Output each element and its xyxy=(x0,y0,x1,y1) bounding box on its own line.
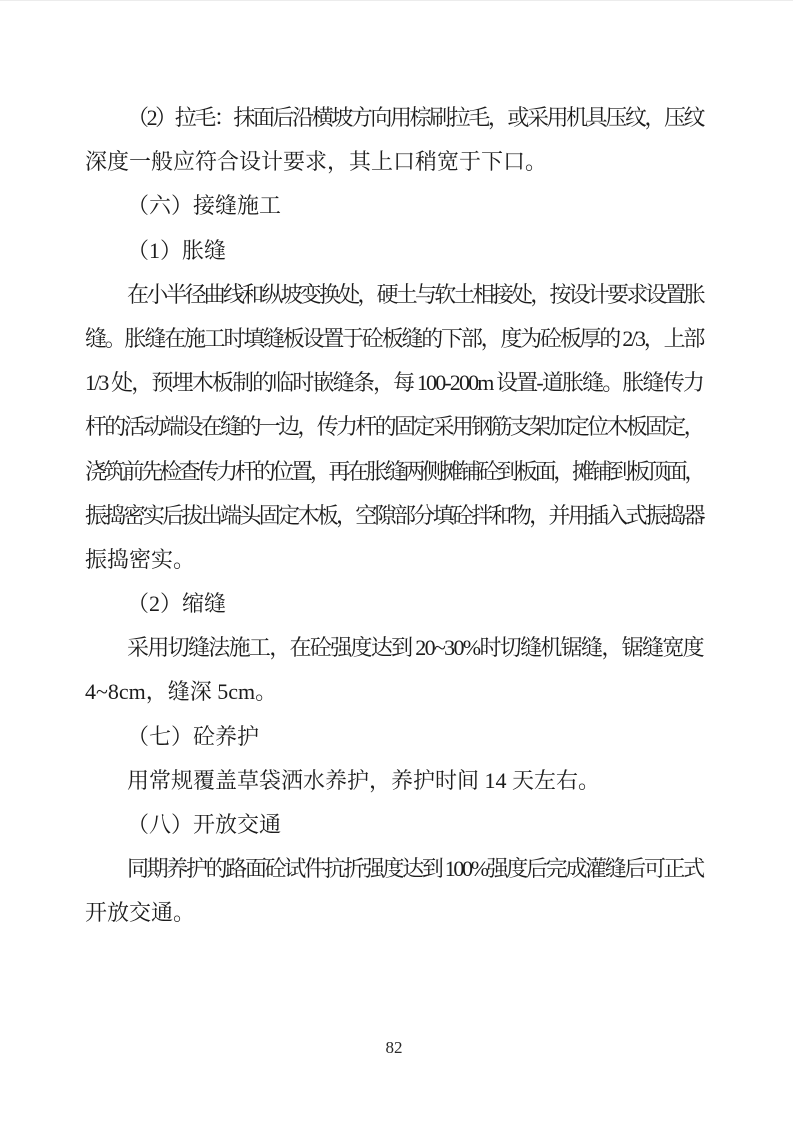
text-line-content: （2）缩缝 xyxy=(127,591,227,617)
text-line-content: （七）砼养护 xyxy=(127,723,260,749)
text-line xyxy=(85,405,703,449)
text-line xyxy=(85,759,703,803)
text-line xyxy=(85,891,703,935)
section-heading xyxy=(85,582,703,626)
page-number: 82 xyxy=(385,1038,403,1057)
text-line xyxy=(85,450,703,494)
text-line-content: 4~8cm，缝深 5cm。 xyxy=(85,679,278,705)
section-heading xyxy=(85,184,703,228)
text-line xyxy=(85,96,703,140)
section-heading xyxy=(85,229,703,273)
text-line xyxy=(85,670,703,714)
text-line-content: 在小半径曲线和纵坡变换处，硬土与软土相接处，按设计要求设置胀 xyxy=(127,281,704,307)
text-line xyxy=(85,494,703,538)
text-line-content: 用常规覆盖草袋洒水养护，养护时间 14 天左右。 xyxy=(127,767,601,793)
text-line xyxy=(85,273,703,317)
text-line-content: （1）胀缝 xyxy=(127,237,227,263)
text-line xyxy=(85,538,703,582)
text-line-content: 深度一般应符合设计要求，其上口稍宽于下口。 xyxy=(85,149,548,175)
text-line-content: 缝。胀缝在施工时填缝板设置于砼板缝的下部，度为砼板厚的 2/3，上部 xyxy=(85,325,704,351)
text-line-content: 杆的活动端设在缝的一边，传力杆的固定采用钢筋支架加定位木板固定， xyxy=(85,414,703,440)
text-line xyxy=(85,361,703,405)
text-line-content: 振捣密实。 xyxy=(85,546,196,572)
document-body xyxy=(85,96,703,936)
text-line-content: 开放交通。 xyxy=(85,900,196,926)
text-line-content: （八）开放交通 xyxy=(127,812,282,837)
text-line-content: 振捣密实后拔出端头固定木板，空隙部分填砼拌和物，并用插入式振捣器 xyxy=(85,502,703,528)
text-line-content: （六）接缝施工 xyxy=(127,193,282,219)
text-line xyxy=(85,847,703,891)
text-line-content: 浇筑前先检查传力杆的位置，再在胀缝两侧摊铺砼到板面，摊铺到板顶面， xyxy=(85,458,704,484)
text-line-content: 同期养护的路面砼试件抗折强度达到 100%强度后完成灌缝后可正式 xyxy=(127,856,703,882)
text-line xyxy=(85,140,703,184)
text-line-content: 1/3 处，预埋木板制的临时嵌缝条，每 100-200m 设置-道胀缝。胀缝传力 xyxy=(85,370,703,396)
section-heading xyxy=(85,803,703,847)
text-line xyxy=(85,317,703,361)
text-line-content: （2）拉毛：抹面后沿横坡方向用棕刷拉毛，或采用机具压纹，压纹 xyxy=(127,105,704,130)
text-line-content: 采用切缝法施工，在砼强度达到 20~30%时切缝机锯缝，锯缝宽度 xyxy=(127,635,703,661)
section-heading xyxy=(85,715,703,759)
text-line xyxy=(85,626,703,670)
